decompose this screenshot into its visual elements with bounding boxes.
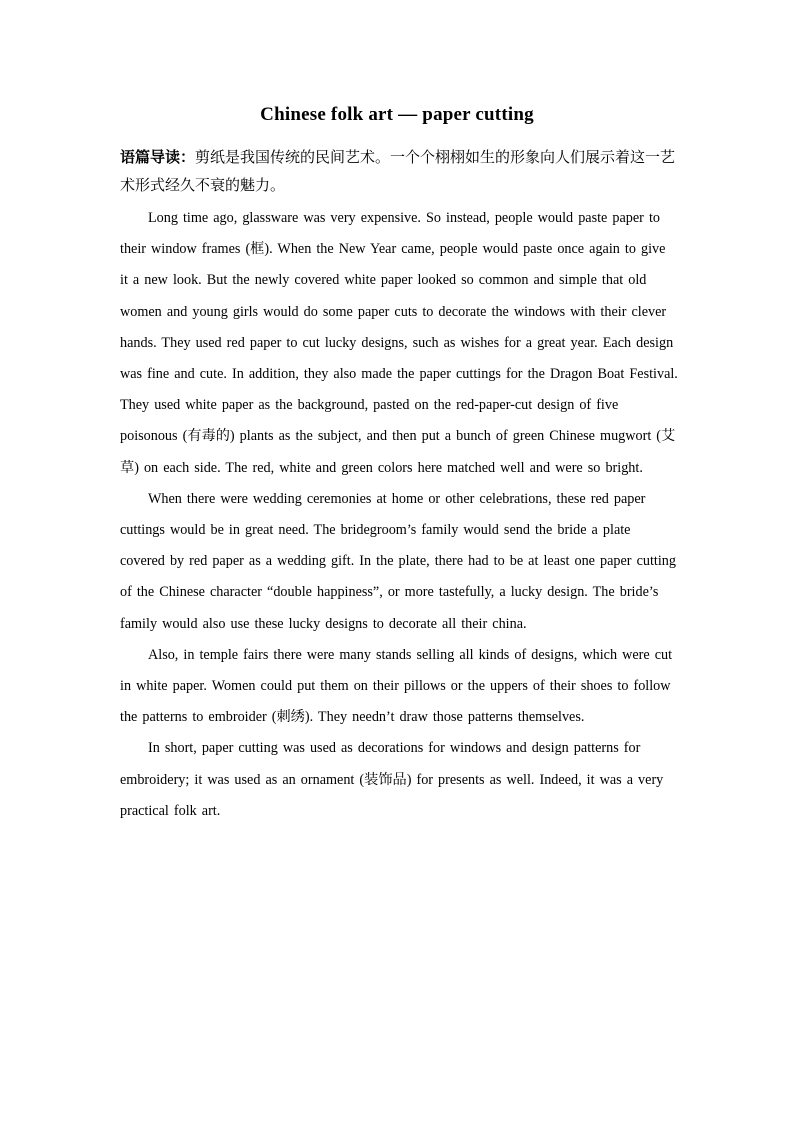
paragraph-2: When there were wedding ceremonies at home or other celebrations, these red paper cuttings would be in great need. The bridegroom’s family would send the bride a plate covered by red paper as a wedding gift. In the plate, there had to be at least one paper cutting of the Chinese character “double happiness”, or more tastefully, a lucky design. The bride’s family would also use these lucky designs to decorate all their china.: [120, 490, 676, 632]
intro-text: 剪纸是我国传统的民间艺术。一个个栩栩如生的形象向人们展示着这一艺术形式经久不衰的魅力。: [120, 148, 676, 194]
article-body: [120, 203, 678, 827]
document-title: Chinese folk art — paper cutting: [260, 104, 534, 125]
paragraph-4: In short, paper cutting was used as decorations for windows and design patterns for embroidery; it was used as an ornament (装饰品) for presents as well. Indeed, it was a very practical folk art.: [120, 740, 664, 819]
intro-label: 语篇导读：: [120, 148, 196, 166]
intro-block: [120, 143, 680, 199]
paragraph-1: Long time ago, glassware was very expensive. So instead, people would paste paper to their window frames (框). When the New Year came, people would paste once again to give it a new look. But the newly covered white paper looked so common and simple that old women and young girls would do some paper cuts to decorate the windows with their clever hands. They used red paper to cut lucky designs, such as wishes for a great year. Each design was fine and cute. In addition, they also made the paper cuttings for the Dragon Boat Festival. They used white paper as the background, pasted on the red-paper-cut design of five poisonous (有毒的) plants as the subject, and then put a bunch of green Chinese mugwort (艾草) on each side. The red, white and green colors here matched well and were so bright.: [120, 210, 678, 476]
paragraph-3: Also, in temple fairs there were many stands selling all kinds of designs, which were cut in white paper. Women could put them on their pillows or the uppers of their shoes to follow the patterns to embroider (刺绣). They needn’t draw those patterns themselves.: [120, 646, 673, 726]
